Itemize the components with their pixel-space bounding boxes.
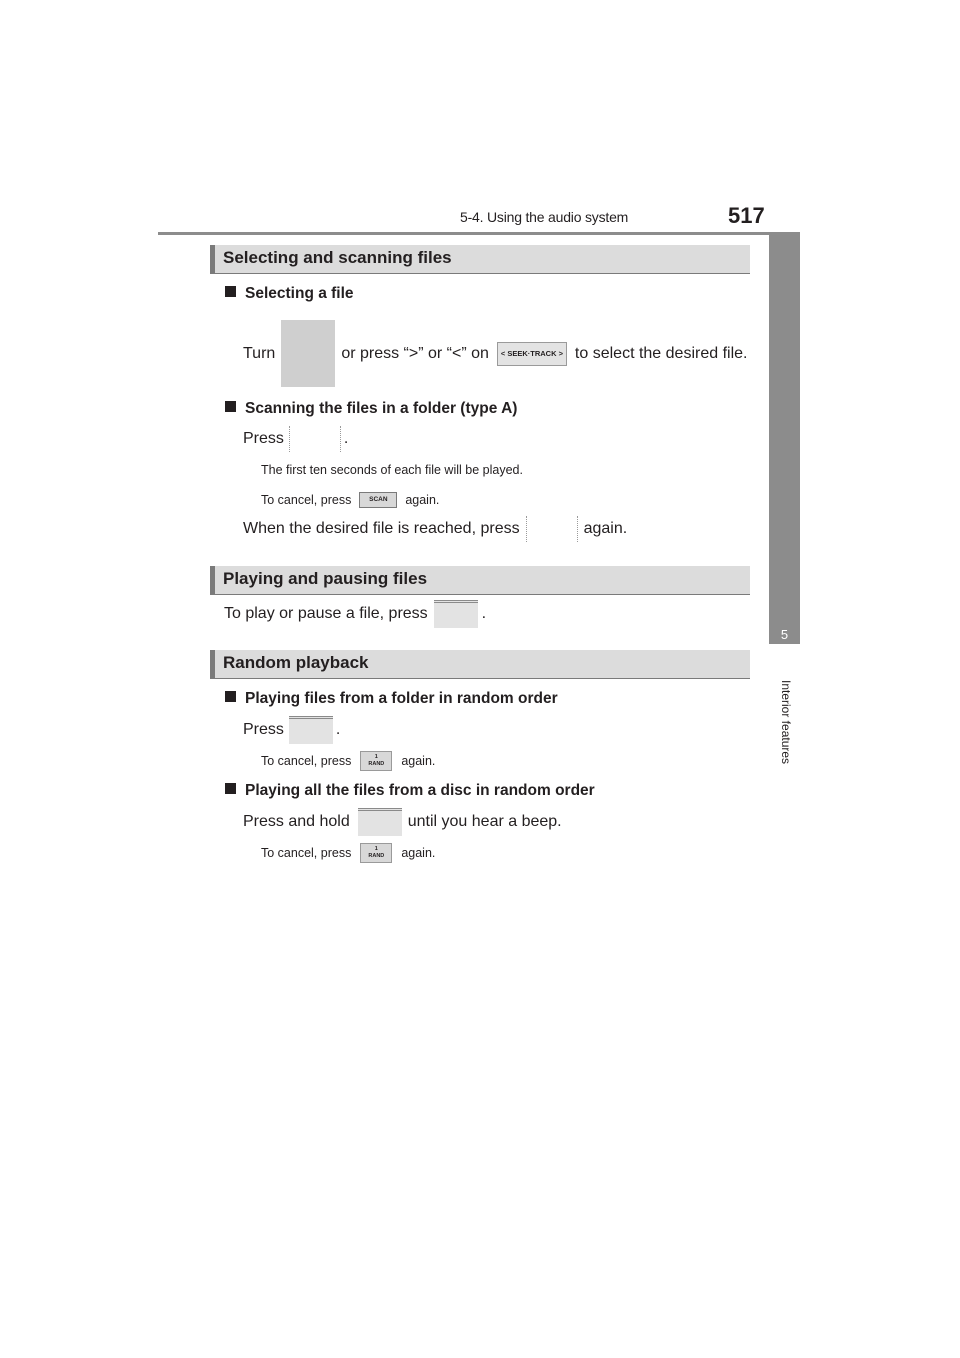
- rand-button-icon: 1 RAND: [360, 751, 392, 771]
- scan-button-icon: [289, 426, 341, 452]
- square-bullet-icon: [225, 783, 236, 794]
- random-disc-instruction: Press and hold until you hear a beep.: [243, 808, 562, 836]
- scanning-reached-instruction: When the desired file is reached, press again.: [243, 515, 627, 543]
- page-number: 517: [728, 203, 765, 228]
- section-header-playing: [210, 566, 750, 595]
- seek-track-button-icon: < SEEK·TRACK >: [497, 342, 567, 366]
- random-disc-cancel-note: To cancel, press 1 RAND again.: [261, 843, 435, 863]
- section-title: Random playback: [223, 653, 369, 672]
- chapter-tab: [769, 234, 800, 644]
- chapter-title: Interior features: [779, 680, 793, 765]
- square-bullet-icon: [225, 691, 236, 702]
- square-bullet-icon: [225, 401, 236, 412]
- scanning-note: The first ten seconds of each file will be played.: [261, 463, 523, 477]
- subheading-random-folder: Playing files from a folder in random order: [225, 690, 558, 708]
- scanning-instruction: Press .: [243, 425, 348, 453]
- rand-button-icon: [358, 808, 402, 836]
- section-title: Selecting and scanning files: [223, 248, 452, 267]
- tune-knob-icon: [281, 320, 335, 387]
- header-rule: [158, 232, 800, 235]
- selecting-file-instruction: Turn or press “>” or “<” on < SEEK·TRACK > to select the desired file.: [243, 320, 747, 387]
- square-bullet-icon: [225, 286, 236, 297]
- section-header-bar: [210, 245, 215, 273]
- section-header-bar: [210, 566, 215, 594]
- subheading-selecting-file: Selecting a file: [225, 285, 354, 303]
- section-header-random: [210, 650, 750, 679]
- random-folder-cancel-note: To cancel, press 1 RAND again.: [261, 751, 435, 771]
- section-header-bar: [210, 650, 215, 678]
- scan-button-icon: [526, 516, 578, 542]
- subheading-scanning: Scanning the files in a folder (type A): [225, 400, 517, 418]
- scanning-cancel-note: To cancel, press SCAN again.: [261, 493, 440, 507]
- rand-button-icon: 1 RAND: [360, 843, 392, 863]
- subheading-random-disc: Playing all the files from a disc in random order: [225, 782, 595, 800]
- play-pause-button-icon: [434, 600, 478, 628]
- random-folder-instruction: Press .: [243, 716, 340, 744]
- section-title: Playing and pausing files: [223, 569, 428, 588]
- scan-button-icon: SCAN: [359, 492, 397, 508]
- playing-instruction: To play or pause a file, press .: [224, 600, 486, 628]
- section-header-selecting: [210, 245, 750, 274]
- chapter-number: 5: [780, 627, 789, 642]
- header-section-title: 5-4. Using the audio system: [460, 209, 629, 225]
- rand-button-icon: [289, 716, 333, 744]
